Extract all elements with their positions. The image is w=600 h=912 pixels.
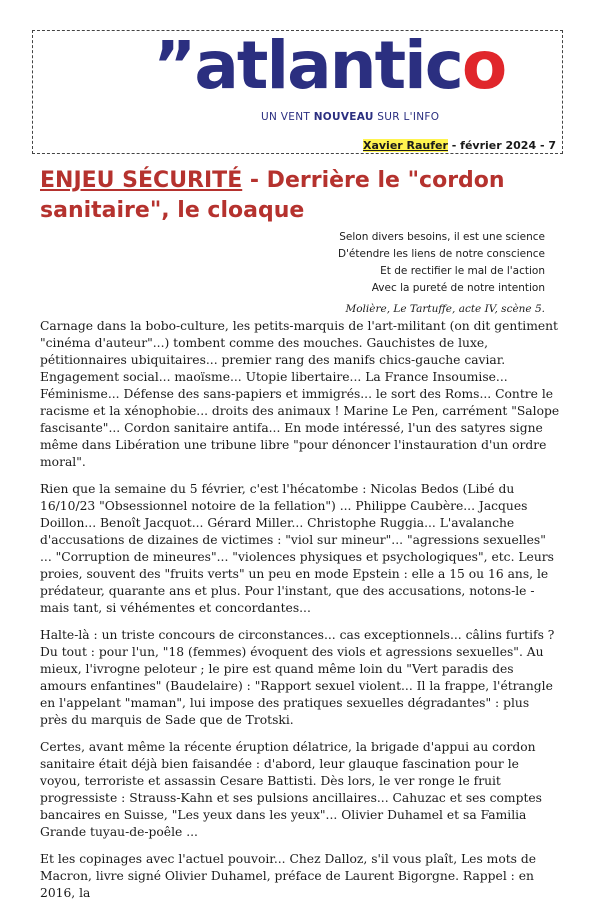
epigraph-line: Selon divers besoins, il est une science bbox=[339, 231, 545, 243]
atlantico-logo[interactable] bbox=[153, 27, 506, 104]
tagline-end: SUR L'INFO bbox=[373, 111, 440, 123]
tagline-bold: NOUVEAU bbox=[313, 111, 374, 123]
body-paragraph: Carnage dans la bobo-culture, les petits-marquis de l'art-militant (on dit gentiment "cinéma d'auteur"...) tombent comme des mouches. Gauchistes de luxe, pétitionnaires ubiquitaires... premier rang des manifs chics-gauche caviar. Engagement social... maoïsme... Utopie libertaire... La France Insoumise... Féminisme... Défense des sans-papiers et immigrés... le sort des Roms... Contre le racisme et la xénophobie... droits des animaux ! Marine Le Pen, carrément "Salope fascisante"... Cordon sanitaire antifa... En mode intéressé, l'un des satyres signe même dans Libération une tribune libre "pour dénoncer l'instauration d'un ordre moral". bbox=[40, 319, 560, 469]
epigraph-citation: Molière, Le Tartuffe, acte IV, scène 5. bbox=[345, 303, 545, 315]
tagline-start: UN VENT bbox=[261, 111, 314, 123]
epigraph-line: D'étendre les liens de notre conscience bbox=[337, 248, 545, 260]
masthead bbox=[32, 27, 563, 154]
headline-kicker: ENJEU SÉCURITÉ bbox=[40, 168, 243, 193]
author-name: Xavier Raufer bbox=[362, 139, 448, 152]
article-body bbox=[40, 318, 560, 912]
byline bbox=[363, 139, 556, 152]
epigraph bbox=[338, 229, 545, 318]
body-paragraph: Rien que la semaine du 5 février, c'est l'hécatombe : Nicolas Bedos (Libé du 16/10/23 "Obsessionnel notoire de la fellation") ... Philippe Caubère... Jacques Doillon... Benoît Jacquot... Gérard Miller... Christophe Ruggia... L'avalanche d'accusations de dizaines de victimes : "viol sur mineur"... "agressions sexuelles" ... "Corruption de mineures"... "violences physiques et psychologiques", etc. Leurs proies, souvent des "fruits verts" un peu en mode Epstein : elle a 15 ou 16 ans, le prédateur, quarante ans et plus. Pour l'instant, que des accusations, notons-le - mais tant, si véhémentes et concordantes... bbox=[40, 482, 554, 615]
body-paragraph: Certes, avant même la récente éruption délatrice, la brigade d'appui au cordon sanitaire était déjà bien faisandée : d'abord, leur glauque fascination pour le voyou, terroriste et assassin Cesare Battisti. Dès lors, le ver ronge le fruit progressiste : Strauss-Kahn et ses pulsions ancillaires... Cahuzac et ses comptes bancaires en Suisse, "Les yeux dans les yeux"... Olivier Duhamel et sa Familia Grande tuyau-de-poêle ... bbox=[40, 740, 542, 839]
body-paragraph: Et les copinages avec l'actuel pouvoir... Chez Dalloz, s'il vous plaît, Les mots de Macron, livre signé Olivier Duhamel, préface de Laurent Bigorgne. Rappel : en 2016, la bbox=[40, 852, 537, 900]
tagline bbox=[261, 111, 439, 123]
logo-quote-mark: ” bbox=[153, 27, 195, 104]
headline-title: - Derrière le "cordon sanitaire", le cloaque bbox=[40, 168, 505, 223]
publication-date: - février 2024 - 7 bbox=[447, 139, 556, 152]
logo-main-text: atlantic bbox=[194, 27, 462, 104]
epigraph-line: Et de rectifier le mal de l'action bbox=[380, 265, 545, 277]
epigraph-line: Avec la pureté de notre intention bbox=[371, 282, 545, 294]
body-paragraph: Halte-là : un triste concours de circonstances... cas exceptionnels... câlins furtifs ? Du tout : pour l'un, "18 (femmes) évoquent des viols et agressions sexuelles". Au mieux, l'ivrogne peloteur ; le pire est quand même loin du "Vert paradis des amours enfantines" (Baudelaire) : "Rapport sexuel violent... Il la frappe, l'étrangle en l'appelant "maman", lui impose des pratiques sexuelles dégradantes" : plus près du marquis de Sade que de Trotski. bbox=[40, 628, 555, 727]
article-headline bbox=[40, 166, 560, 226]
logo-accent-letter: o bbox=[461, 27, 506, 104]
